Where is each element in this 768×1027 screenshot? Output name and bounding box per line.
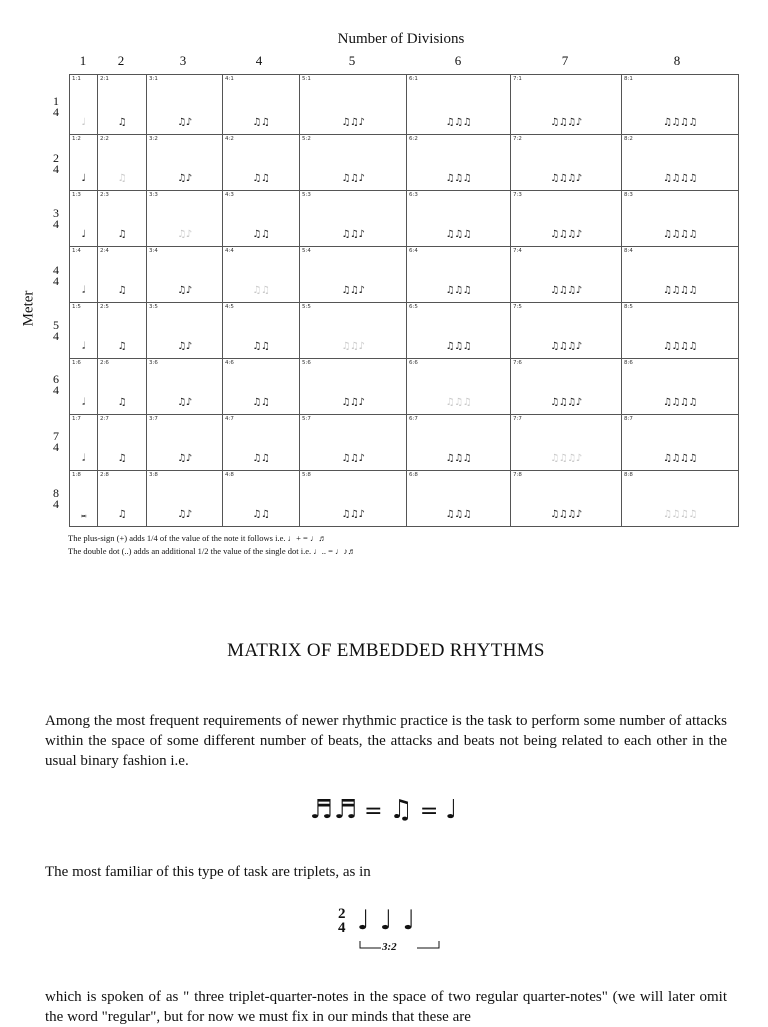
matrix-cell [98,471,147,527]
meter-denominator: 4 [53,162,59,176]
cell-ratio-label: 8:4 [624,248,633,254]
cell-ratio-label: 3:6 [149,360,158,366]
matrix-cell [147,191,223,247]
rhythm-notation-icon: ♫♫ [252,509,270,520]
cell-ratio-label: 4:7 [225,416,234,422]
rhythm-notation-icon: ♫♪ [177,117,192,128]
cell-ratio-label: 8:7 [624,416,633,422]
cell-ratio-label: 3:8 [149,472,158,478]
cell-ratio-label: 6:1 [409,76,418,82]
matrix-cell [407,415,511,471]
rhythm-notation-icon: ♫ [117,173,127,184]
matrix-row [70,191,739,247]
cell-ratio-label: 2:1 [100,76,109,82]
rhythm-notation-icon: 𝅜 [80,509,87,520]
matrix-cell [622,135,739,191]
cell-ratio-label: 7:5 [513,304,522,310]
rhythm-notation-icon: ♫♫ [252,453,270,464]
cell-ratio-label: 8:6 [624,360,633,366]
cell-ratio-label: 7:6 [513,360,522,366]
matrix-cell [147,303,223,359]
tuplet-ratio-label: 3:2 [382,941,397,953]
column-header-8: 8 [673,53,681,68]
matrix-cell [223,303,300,359]
rhythm-notation-icon: ♫♫♫♪ [550,397,582,408]
rhythm-notation-icon: ♫♫♫♪ [550,509,582,520]
cell-ratio-label: 4:3 [225,192,234,198]
matrix-cell [70,359,98,415]
matrix-row [70,471,739,527]
matrix-row [70,359,739,415]
cell-ratio-label: 2:2 [100,136,109,142]
rhythm-notation-icon: ♫♫♪ [341,117,365,128]
matrix-cell [300,247,407,303]
matrix-cell [98,191,147,247]
rhythm-notation-icon: ♫♪ [177,229,192,240]
cell-ratio-label: 8:1 [624,76,633,82]
meter-numerator: 2 [53,151,59,165]
cell-ratio-label: 6:5 [409,304,418,310]
matrix-cell [223,191,300,247]
rhythm-notation-icon: ♩ [81,173,86,184]
cell-ratio-label: 7:2 [513,136,522,142]
quarter-note-glyph: ♩ [445,795,459,825]
matrix-cell [407,75,511,135]
matrix-cell [223,415,300,471]
cell-ratio-label: 8:2 [624,136,633,142]
matrix-cell [70,415,98,471]
cell-ratio-label: 2:7 [100,416,109,422]
row-header-meter [50,265,62,287]
cell-ratio-label: 5:2 [302,136,311,142]
matrix-cell [511,247,622,303]
rhythm-notation-icon: ♫♫♫ [445,285,472,296]
matrix-cell [223,471,300,527]
matrix-cell [407,303,511,359]
cell-ratio-label: 5:7 [302,416,311,422]
meter-denominator: 4 [53,329,59,343]
column-header-2: 2 [117,53,125,68]
rhythm-notation-icon: ♫♫♪ [341,173,365,184]
rhythm-notation-icon: ♫♪ [177,173,192,184]
rhythm-notation-icon: ♫♫♫ [445,173,472,184]
matrix-cell [407,471,511,527]
eighth-notes-glyph: ♫ [389,795,414,825]
matrix-cell [147,247,223,303]
cell-ratio-label: 2:6 [100,360,109,366]
meter-numerator: 8 [53,486,59,500]
rhythm-notation-icon: ♫♫♫♫ [663,397,697,408]
cell-ratio-label: 1:1 [72,76,81,82]
rhythm-notation-icon: ♫♪ [177,341,192,352]
cell-ratio-label: 5:5 [302,304,311,310]
matrix-cell [98,415,147,471]
rhythm-notation-icon: ♫♫ [252,117,270,128]
matrix-cell [70,75,98,135]
row-header-meter [50,320,62,342]
matrix-cell [223,135,300,191]
paragraph-triplet-explanation: which is spoken of as " three triplet-quarter-notes in the space of two regular quarter-notes" (we will later omit the word "regular", but for now we must fix in our minds that these are [45,989,727,1025]
cell-ratio-label: 8:5 [624,304,633,310]
section-title: MATRIX OF EMBEDDED RHYTHMS [227,640,545,661]
matrix-row [70,247,739,303]
cell-ratio-label: 4:2 [225,136,234,142]
meter-denominator: 4 [53,440,59,454]
tuplet-bracket-icon [359,941,441,955]
rhythm-notation-icon: ♫♫♪ [341,229,365,240]
column-header-1: 1 [79,53,87,68]
cell-ratio-label: 6:2 [409,136,418,142]
rhythm-notation-icon: ♫♫♫♫ [663,453,697,464]
cell-ratio-label: 3:2 [149,136,158,142]
rhythm-notation-icon: ♫♫♪ [341,397,365,408]
cell-ratio-label: 6:4 [409,248,418,254]
cell-ratio-label: 5:8 [302,472,311,478]
matrix-cell [147,359,223,415]
rhythm-notation-icon: ♫♫♫♫ [663,229,697,240]
cell-ratio-label: 5:4 [302,248,311,254]
column-header-6: 6 [454,53,462,68]
matrix-cell [70,471,98,527]
rhythm-notation-icon: ♫♫♪ [341,453,365,464]
matrix-cell [511,303,622,359]
rhythm-notation-icon: ♫♫ [252,285,270,296]
cell-ratio-label: 3:1 [149,76,158,82]
cell-ratio-label: 2:3 [100,192,109,198]
time-signature-top: 2 [338,906,346,922]
rhythm-notation-icon: ♫♫♫♫ [663,341,697,352]
cell-ratio-label: 6:3 [409,192,418,198]
meter-denominator: 4 [53,274,59,288]
row-header-meter [50,96,62,118]
cell-ratio-label: 2:5 [100,304,109,310]
rhythm-notation-icon: ♫♫♫♪ [550,453,582,464]
rhythm-notation-icon: ♫ [117,453,127,464]
matrix-row [70,415,739,471]
rhythm-notation-icon: ♫ [117,117,127,128]
time-signature-bottom: 4 [338,920,346,936]
cell-ratio-label: 3:7 [149,416,158,422]
rhythm-notation-icon: 𝅗𝅥 [82,397,85,408]
matrix-cell [511,191,622,247]
rhythm-notation-icon: ♫♫♫ [445,117,472,128]
matrix-cell [147,415,223,471]
meter-axis-label: Meter [20,290,37,327]
matrix-cell [223,247,300,303]
matrix-cell [300,75,407,135]
matrix-cell [622,471,739,527]
cell-ratio-label: 1:6 [72,360,81,366]
rhythm-notation-icon: ♫♫♫♫ [663,173,697,184]
column-headers [0,53,768,69]
cell-ratio-label: 5:6 [302,360,311,366]
cell-ratio-label: 6:6 [409,360,418,366]
rhythm-notation-icon: ♫♫♫♪ [550,117,582,128]
matrix-cell [98,359,147,415]
matrix-row [70,135,739,191]
cell-ratio-label: 8:8 [624,472,633,478]
rhythm-notation-icon: ♫♫ [252,173,270,184]
rhythm-notation-icon: ♫♫♫ [445,229,472,240]
cell-ratio-label: 1:8 [72,472,81,478]
rhythm-notation-icon: ♩ [81,229,86,240]
row-header-meter [50,488,62,510]
meter-numerator: 7 [53,429,59,443]
meter-denominator: 4 [53,217,59,231]
rhythm-notation-icon: ♫♫ [252,341,270,352]
cell-ratio-label: 4:6 [225,360,234,366]
column-header-7: 7 [561,53,569,68]
cell-ratio-label: 5:3 [302,192,311,198]
rhythm-notation-icon: ♫ [117,341,127,352]
equals-sign: = [364,799,384,824]
meter-denominator: 4 [53,497,59,511]
cell-ratio-label: 6:8 [409,472,418,478]
cell-ratio-label: 7:8 [513,472,522,478]
triplet-quarter-notes: ♩♩♩ [357,905,426,936]
cell-ratio-label: 4:8 [225,472,234,478]
rhythm-notation-icon: 𝅗𝅥 [82,341,85,352]
rhythm-notation-icon: ♫♪ [177,397,192,408]
matrix-cell [622,75,739,135]
rhythm-matrix-table [69,74,739,527]
matrix-cell [300,135,407,191]
row-header-meter [50,153,62,175]
matrix-cell [300,415,407,471]
matrix-cell [70,303,98,359]
rhythm-notation-icon: ♫♪ [177,453,192,464]
note-equation-figure [0,795,768,825]
rhythm-notation-icon: ♩ [81,117,86,128]
matrix-cell [147,135,223,191]
matrix-cell [511,359,622,415]
cell-ratio-label: 8:3 [624,192,633,198]
matrix-cell [511,471,622,527]
rhythm-notation-icon: ♫♫♪ [341,285,365,296]
meter-numerator: 4 [53,263,59,277]
matrix-cell [407,191,511,247]
matrix-cell [407,135,511,191]
rhythm-notation-icon: ♫♫♫ [445,453,472,464]
rhythm-notation-icon: ♫♪ [177,509,192,520]
rhythm-notation-icon: ♫♫♫♪ [550,229,582,240]
matrix-cell [300,303,407,359]
cell-ratio-label: 7:3 [513,192,522,198]
time-signature [338,907,346,935]
rhythm-notation-icon: ♫♫♫ [445,397,472,408]
rhythm-notation-icon: 𝅗𝅥 [82,453,85,464]
rhythm-notation-icon: 𝅗𝅥 [82,285,85,296]
matrix-cell [98,75,147,135]
cell-ratio-label: 1:5 [72,304,81,310]
cell-ratio-label: 3:3 [149,192,158,198]
column-header-3: 3 [179,53,187,68]
meter-denominator: 4 [53,383,59,397]
rhythm-notation-icon: ♫♫♫ [445,509,472,520]
matrix-cell [622,359,739,415]
matrix-cell [98,303,147,359]
matrix-cell [147,75,223,135]
row-header-meter [50,431,62,453]
matrix-cell [407,359,511,415]
rhythm-notation-icon: ♫ [117,509,127,520]
meter-numerator: 3 [53,206,59,220]
cell-ratio-label: 1:2 [72,136,81,142]
rhythm-notation-icon: ♫♫♪ [341,509,365,520]
matrix-cell [511,135,622,191]
triplet-example-figure [335,905,445,957]
matrix-cell [223,359,300,415]
matrix-cell [70,191,98,247]
cell-ratio-label: 3:4 [149,248,158,254]
sixteenth-notes-glyph: ♬♬ [309,795,359,825]
rhythm-notation-icon: ♫♫♫ [445,341,472,352]
matrix-cell [622,303,739,359]
matrix-cell [300,191,407,247]
rhythm-notation-icon: ♫♪ [177,285,192,296]
matrix-cell [98,247,147,303]
rhythm-notation-icon: ♫♫♫♪ [550,173,582,184]
paragraph-triplets: The most familiar of this type of task are triplets, as in [45,864,371,880]
matrix-cell [98,135,147,191]
cell-ratio-label: 1:4 [72,248,81,254]
matrix-cell [622,191,739,247]
cell-ratio-label: 7:4 [513,248,522,254]
matrix-cell [511,415,622,471]
footnote-plus-sign: The plus-sign (+) adds 1/4 of the value of the note it follows i.e. ♩+ = ♩♬ [68,533,327,543]
matrix-cell [622,247,739,303]
matrix-cell [407,247,511,303]
matrix-cell [300,359,407,415]
column-header-5: 5 [348,53,356,68]
rhythm-notation-icon: ♫♫ [252,229,270,240]
cell-ratio-label: 4:1 [225,76,234,82]
cell-ratio-label: 7:1 [513,76,522,82]
matrix-cell [223,75,300,135]
cell-ratio-label: 6:7 [409,416,418,422]
rhythm-notation-icon: ♫ [117,397,127,408]
row-header-meter [50,374,62,396]
cell-ratio-label: 1:3 [72,192,81,198]
footnote-double-dot: The double dot (..) adds an additional 1/2 the value of the single dot i.e. ♩.. = ♩♪♬ [68,546,357,556]
meter-numerator: 6 [53,372,59,386]
matrix-cell [622,415,739,471]
matrix-cell [147,471,223,527]
rhythm-notation-icon: ♫ [117,229,127,240]
cell-ratio-label: 2:4 [100,248,109,254]
meter-numerator: 5 [53,318,59,332]
cell-ratio-label: 3:5 [149,304,158,310]
rhythm-notation-icon: ♫♫♪ [341,341,365,352]
column-header-4: 4 [255,53,263,68]
rhythm-notation-icon: ♫♫♫♫ [663,285,697,296]
cell-ratio-label: 5:1 [302,76,311,82]
row-header-meter [50,208,62,230]
cell-ratio-label: 2:8 [100,472,109,478]
cell-ratio-label: 4:4 [225,248,234,254]
cell-ratio-label: 4:5 [225,304,234,310]
rhythm-notation-icon: ♫♫♫♫ [663,117,697,128]
cell-ratio-label: 7:7 [513,416,522,422]
matrix-cell [70,247,98,303]
matrix-cell [511,75,622,135]
equals-sign: = [419,799,440,824]
cell-ratio-label: 1:7 [72,416,81,422]
rhythm-notation-icon: ♫♫♫♪ [550,285,582,296]
matrix-title: Number of Divisions [337,31,465,47]
rhythm-notation-icon: ♫♫ [252,397,270,408]
matrix-cell [300,471,407,527]
rhythm-notation-icon: ♫♫♫♪ [550,341,582,352]
paragraph-intro: Among the most frequent requirements of newer rhythmic practice is the task to perform some number of attacks within the space of some different number of beats, the attacks and beats not being related to each other in the usual binary fashion i.e. [45,713,727,769]
matrix-row [70,303,739,359]
meter-denominator: 4 [53,105,59,119]
rhythm-notation-icon: ♫ [117,285,127,296]
matrix-cell [70,135,98,191]
meter-numerator: 1 [53,94,59,108]
matrix-row [70,75,739,135]
rhythm-notation-icon: ♫♫♫♫ [663,509,697,520]
